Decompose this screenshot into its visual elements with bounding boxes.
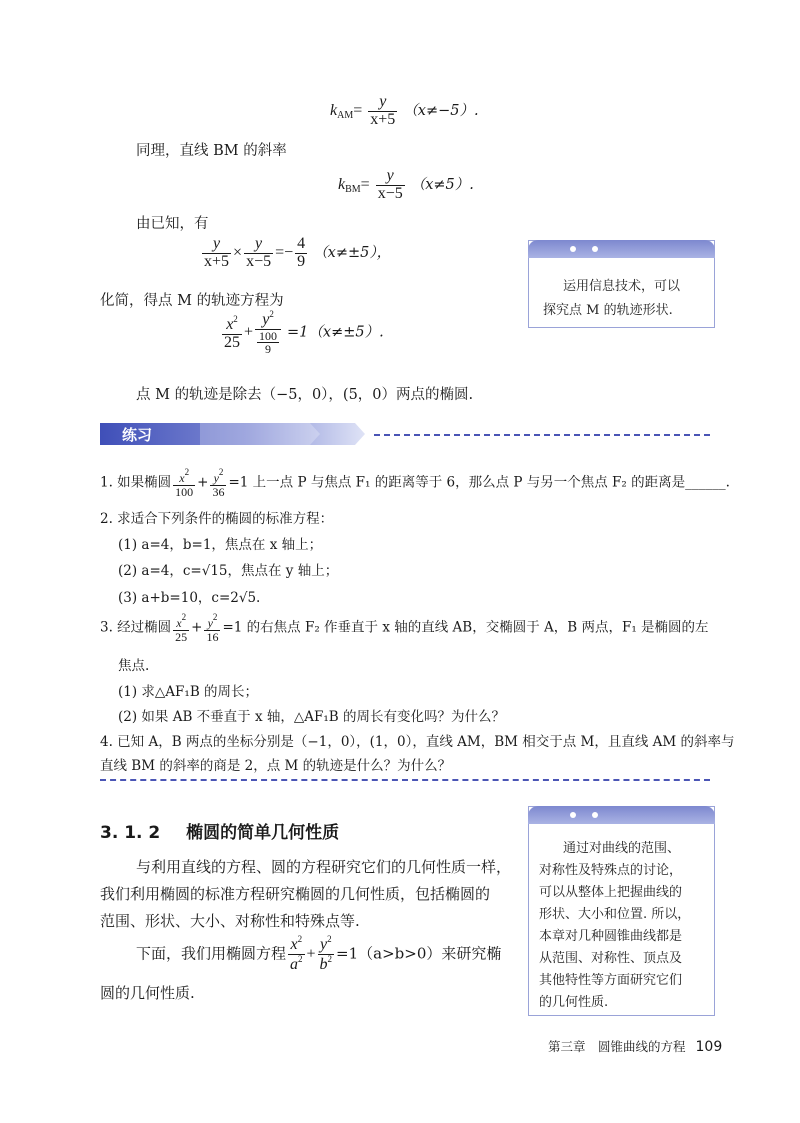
footer-chapter: 第三章 圆锥曲线的方程 <box>548 1039 686 1054</box>
sidenote-line: 的几何性质. <box>539 995 609 1010</box>
exercise-3-cont: 焦点. <box>118 658 150 674</box>
section-heading <box>100 818 339 843</box>
exercise-1: 1. 如果椭圆 $\frac{x^2}{100}$ + $\frac{y^2}{36}$ =1 上一点 P 与焦点 F₁ 的距离等于 6，那么点 P 与另一个焦点 F₂ 的距离是______. <box>100 467 730 499</box>
info-tech-sidenote <box>528 240 715 328</box>
section-paragraph-2: 下面，我们用椭圆方程 $\frac{x^2}{a^2}$ + $\frac{y^2}{b^2}$ =1（a>b>0）来研究椭 <box>136 934 502 973</box>
exercise-4-cont: 直线 BM 的斜率的商是 2，点 M 的轨迹是什么？为什么？ <box>100 758 452 774</box>
exercise-2-3: (3) a+b=10，c=2√5. <box>118 590 261 606</box>
exercise-2-1: (1) a=4，b=1，焦点在 x 轴上； <box>118 537 323 553</box>
exercise-3: 3. 经过椭圆 $\frac{x^2}{25}$ + $\frac{y^2}{16}$ =1 的右焦点 F₂ 作垂直于 x 轴的直线 AB，交椭圆于 A，B 两点，F₁ 是椭圆的左 <box>100 612 709 644</box>
sidenote-tab <box>528 806 715 824</box>
section-paragraph-line: 圆的几何性质. <box>100 984 195 1002</box>
given-text: 由已知，有 <box>136 216 209 232</box>
geometry-sidenote <box>528 806 715 1016</box>
exercise-4: 4. 已知 A，B 两点的坐标分别是（−1，0），(1，0），直线 AM，BM 相交于点 M，且直线 AM 的斜率与 <box>100 734 735 750</box>
exercise-3-1: (1) 求△AF₁B 的周长； <box>118 684 259 700</box>
simplify-text: 化简，得点 M 的轨迹方程为 <box>100 293 284 309</box>
section-number: 3. 1. 2 <box>100 823 161 843</box>
practice-banner <box>100 423 365 445</box>
exercise-3-2: (2) 如果 AB 不垂直于 x 轴，△AF₁B 的周长有变化吗？为什么？ <box>118 709 505 725</box>
footer-page-number: 109 <box>695 1039 723 1055</box>
trajectory-equation: $\frac{x^2}{25}$ + $\frac{y^2}{\frac{100}{9}}$ =1（x≠±5）. <box>224 309 384 357</box>
sidenote-line: 本章对几种圆锥曲线都是 <box>539 929 683 944</box>
sidenote-line: 运用信息技术，可以 <box>563 279 681 294</box>
section-paragraph-line: 与利用直线的方程、圆的方程研究它们的几何性质一样， <box>136 858 512 876</box>
practice-dash-divider <box>374 434 710 436</box>
slope-product-equation: $\frac{y}{x+5}$ × $\frac{y}{x-5}$ =− $\frac{4}{9}$ （x≠±5）， <box>204 235 392 270</box>
sidenote-line: 其他特性等方面研究它们 <box>539 973 683 988</box>
same-reasoning-text: 同理，直线 BM 的斜率 <box>136 143 287 159</box>
sidenote-line: 可以从整体上把握曲线的 <box>539 885 683 900</box>
sidenote-line: 从范围、对称性、顶点及 <box>539 951 683 966</box>
exercise-end-dash-divider <box>100 779 710 781</box>
exercise-2-2: (2) a=4，c=√15，焦点在 y 轴上； <box>118 563 339 579</box>
sidenote-line: 探究点 M 的轨迹形状. <box>543 303 673 318</box>
section-paragraph-line: 我们利用椭圆的标准方程研究椭圆的几何性质，包括椭圆的 <box>100 885 491 903</box>
sidenote-tab <box>528 240 715 258</box>
section-paragraph-line: 范围、形状、大小、对称性和特殊点等. <box>100 912 360 930</box>
k-am-equation: kAM= $\frac{y}{x+5}$ （x≠−5）. <box>330 93 479 128</box>
section-title: 椭圆的简单几何性质 <box>186 823 340 843</box>
sidenote-line: 对称性及特殊点的讨论， <box>539 863 683 878</box>
conclusion-text: 点 M 的轨迹是除去（−5，0），(5，0）两点的椭圆. <box>136 387 474 403</box>
exercise-2: 2. 求适合下列条件的椭圆的标准方程： <box>100 511 334 527</box>
sidenote-line: 通过对曲线的范围、 <box>563 841 681 856</box>
page-footer <box>548 1037 722 1055</box>
k-bm-equation: kBM= $\frac{y}{x-5}$ （x≠5）. <box>338 167 474 202</box>
sidenote-line: 形状、大小和位置. 所以， <box>539 907 691 922</box>
practice-title: 练习 <box>122 426 153 444</box>
